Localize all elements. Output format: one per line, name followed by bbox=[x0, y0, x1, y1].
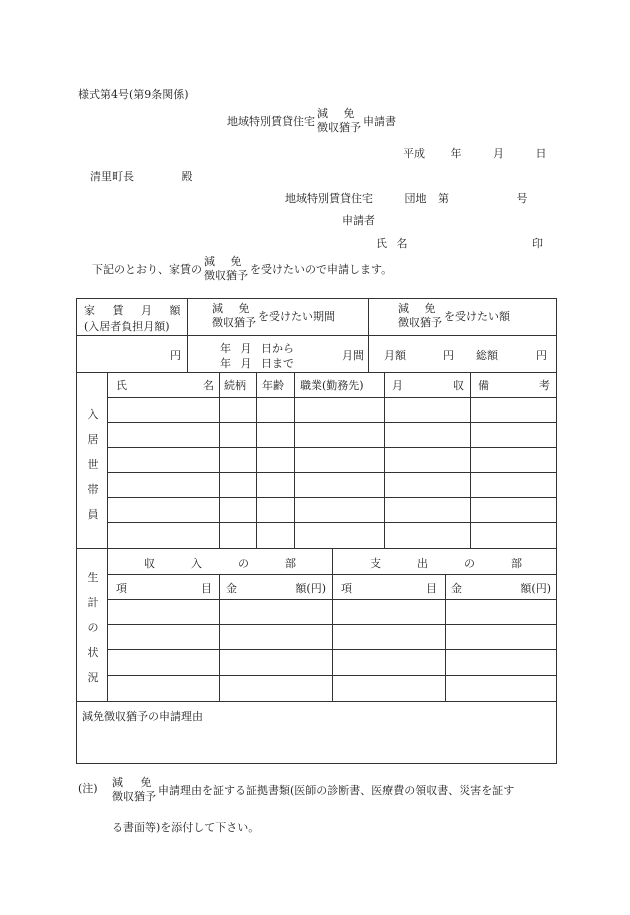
seal-mark: 印 bbox=[532, 237, 543, 250]
intro-post: を受けたいので申請します。 bbox=[250, 263, 393, 276]
amt-b: 額(円) bbox=[295, 582, 326, 595]
applicant-address-line bbox=[285, 190, 528, 206]
amount-post: を受けたい額 bbox=[444, 310, 510, 323]
col-relation: 続柄 bbox=[224, 379, 246, 392]
col-name-a: 氏 bbox=[116, 379, 127, 392]
household-side-label bbox=[84, 402, 102, 527]
period-stack bbox=[212, 302, 256, 330]
title-pre: 地域特別賃貸住宅 bbox=[227, 115, 315, 128]
item-a: 項 bbox=[116, 582, 127, 595]
monthly-label: 月額 bbox=[384, 349, 406, 362]
income-amount-header bbox=[226, 580, 326, 596]
living-char: 生 bbox=[87, 571, 99, 584]
applicant-label: 申請者 bbox=[342, 214, 375, 227]
rent-yen: 円 bbox=[170, 349, 181, 362]
expense-char: の bbox=[464, 557, 475, 570]
note-top: 減 免 bbox=[112, 776, 152, 789]
form-title bbox=[227, 107, 396, 135]
expense-char: 出 bbox=[417, 557, 428, 570]
date-line bbox=[403, 145, 547, 161]
intro-top: 減 免 bbox=[204, 255, 242, 268]
expense-char: 支 bbox=[370, 557, 381, 570]
item-b: 目 bbox=[426, 582, 437, 595]
income-char: 入 bbox=[191, 557, 202, 570]
household-char: 員 bbox=[87, 508, 99, 521]
date-year: 年 bbox=[450, 147, 462, 160]
total-label: 総額 bbox=[476, 349, 498, 362]
note-text-1: 申請理由を証する証拠書類(医師の診断書、医療費の領収書、災害を証す bbox=[158, 784, 515, 797]
col-name bbox=[116, 377, 214, 393]
form-number: 様式第4号(第9条関係) bbox=[78, 88, 189, 101]
household-char: 入 bbox=[87, 408, 99, 421]
title-stack bbox=[317, 107, 361, 135]
amt-a: 金 bbox=[451, 582, 462, 595]
note-stack bbox=[112, 776, 156, 804]
applicant-dai: 第 bbox=[438, 192, 449, 205]
applicant-name-label: 氏 名 bbox=[376, 237, 408, 250]
note-bottom: 徴収猶予 bbox=[112, 790, 156, 803]
rent-header-1: 家 賃 月 額 bbox=[84, 304, 181, 317]
amount-top: 減 免 bbox=[398, 302, 436, 315]
living-char: の bbox=[87, 621, 99, 634]
income-char: 部 bbox=[285, 557, 296, 570]
expense-amount-header bbox=[451, 580, 551, 596]
period-header bbox=[212, 302, 335, 330]
applicant-complex: 地域特別賃貸住宅 bbox=[285, 192, 373, 205]
intro-pre: 下記のとおり、家賃の bbox=[92, 263, 202, 276]
addressee bbox=[90, 168, 193, 184]
intro-stack bbox=[204, 255, 248, 283]
period-months: 月間 bbox=[342, 349, 364, 362]
col-remarks bbox=[478, 377, 550, 393]
date-era: 平成 bbox=[403, 147, 425, 160]
monthly-yen: 円 bbox=[443, 349, 454, 362]
item-b: 目 bbox=[201, 582, 212, 595]
income-char: 収 bbox=[144, 557, 155, 570]
amt-b: 額(円) bbox=[520, 582, 551, 595]
expense-char: 部 bbox=[511, 557, 522, 570]
note-line-2: る書面等)を添付して下さい。 bbox=[112, 821, 260, 834]
date-month: 月 bbox=[493, 147, 504, 160]
living-side-label bbox=[84, 565, 102, 690]
item-a: 項 bbox=[341, 582, 352, 595]
col-job: 職業(勤務先) bbox=[300, 379, 364, 392]
income-char: の bbox=[238, 557, 249, 570]
col-age: 年齢 bbox=[262, 379, 284, 392]
title-post: 申請書 bbox=[363, 115, 396, 128]
period-top: 減 免 bbox=[212, 302, 250, 315]
living-char: 況 bbox=[87, 671, 99, 684]
amount-stack bbox=[398, 302, 442, 330]
income-section-header bbox=[144, 555, 296, 571]
applicant-danchi: 団地 bbox=[404, 192, 427, 205]
amt-a: 金 bbox=[226, 582, 237, 595]
living-char: 状 bbox=[87, 646, 99, 659]
income-item-header bbox=[116, 580, 212, 596]
intro-bottom: 徴収猶予 bbox=[204, 269, 248, 282]
expense-section-header bbox=[370, 555, 522, 571]
amount-header bbox=[398, 302, 510, 330]
amount-bottom: 徴収猶予 bbox=[398, 316, 442, 329]
title-top: 減 免 bbox=[317, 107, 355, 120]
intro-sentence bbox=[92, 255, 392, 283]
period-from: 年 月 日から bbox=[220, 342, 294, 355]
note-label: (注) bbox=[78, 782, 98, 795]
col-income bbox=[392, 377, 464, 393]
household-char: 居 bbox=[87, 433, 99, 446]
expense-item-header bbox=[341, 580, 437, 596]
addressee-name: 清里町長 bbox=[90, 170, 134, 183]
household-char: 帯 bbox=[87, 483, 99, 496]
col-remarks-a: 備 bbox=[478, 379, 489, 392]
date-day: 日 bbox=[535, 147, 547, 160]
rent-header-2: (入居者負担月額) bbox=[84, 320, 170, 333]
title-bottom: 徴収猶予 bbox=[317, 121, 361, 134]
period-post: を受けたい期間 bbox=[258, 310, 335, 323]
note-line-1 bbox=[112, 776, 514, 804]
living-char: 計 bbox=[87, 596, 99, 609]
col-name-b: 名 bbox=[203, 379, 214, 392]
reason-label: 減免徴収猶予の申請理由 bbox=[82, 710, 203, 723]
col-income-a: 月 bbox=[392, 379, 403, 392]
period-bottom: 徴収猶予 bbox=[212, 316, 256, 329]
period-to: 年 月 日まで bbox=[220, 357, 294, 370]
col-remarks-b: 考 bbox=[539, 379, 550, 392]
total-yen: 円 bbox=[536, 349, 547, 362]
applicant-go: 号 bbox=[516, 192, 528, 205]
addressee-honorific: 殿 bbox=[181, 170, 193, 183]
household-char: 世 bbox=[87, 458, 99, 471]
col-income-b: 収 bbox=[453, 379, 464, 392]
